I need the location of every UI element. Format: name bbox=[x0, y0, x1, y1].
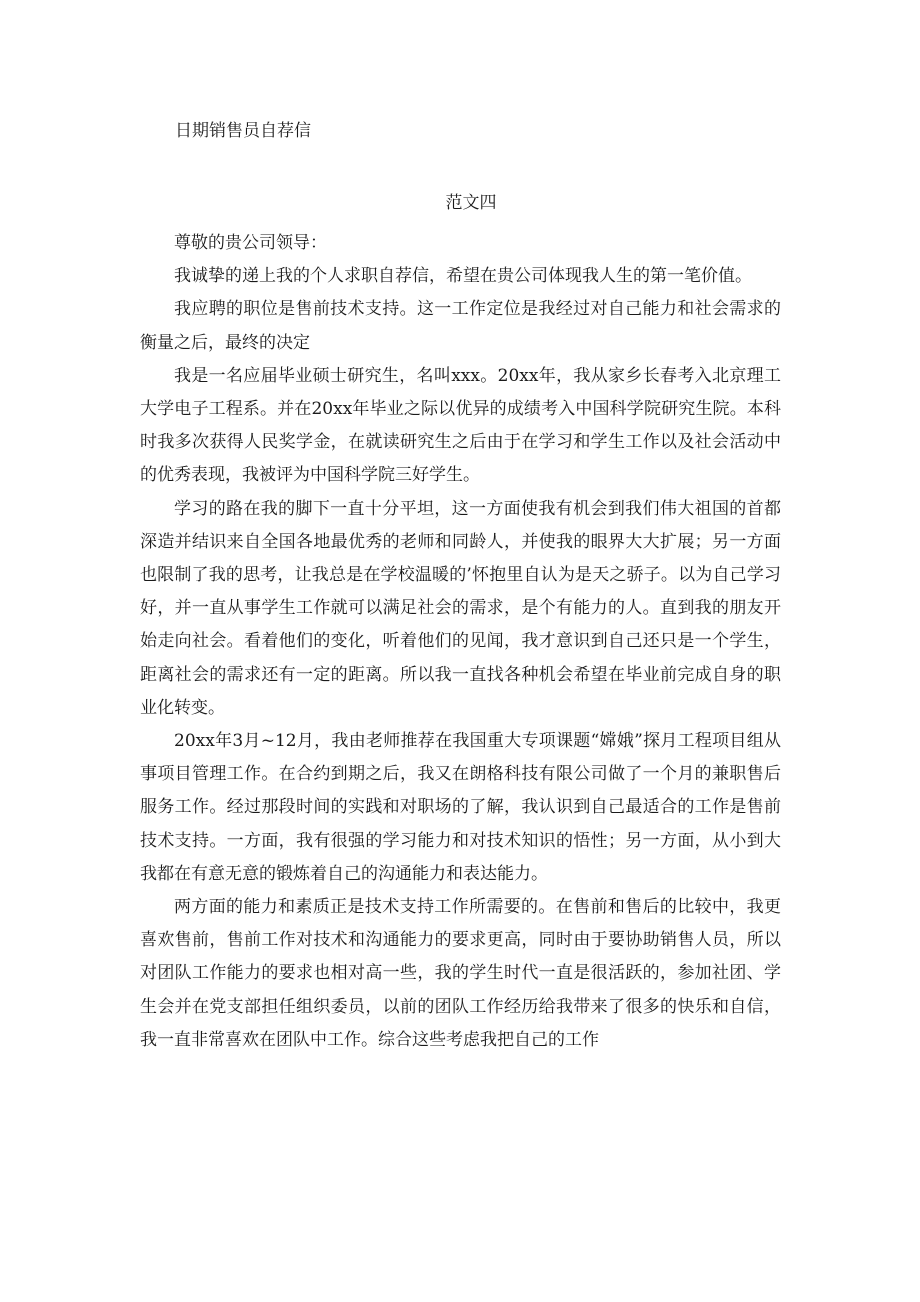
paragraph: 我应聘的职位是售前技术支持。这一工作定位是我经过对自己能力和社会需求的衡量之后，最终的决定 bbox=[140, 299, 781, 353]
paragraph: 20xx年3月~12月，我由老师推荐在我国重大专项课题“嫦娥”探月工程项目组从事项目管理工作。在合约到期之后，我又在朗格科技有限公司做了一个月的兼职售后服务工作。经过那段时间的实践和对职场的了解，我认识到自己最适合的工作是售前技术支持。一方面，我有很强的学习能力和对技术知识的悟性；另一方面，从小到大我都在有意无意的锻炼着自己的沟通能力和表达能力。 bbox=[140, 731, 781, 884]
previous-letter-signoff: 日期销售员自荐信 bbox=[175, 121, 311, 141]
paragraph: 我是一名应届毕业硕士研究生，名叫xxx。20xx年，我从家乡长春考入北京理工大学电子工程系。并在20xx年毕业之际以优异的成绩考入中国科学院研究生院。本科时我多次获得人民奖学金，在就读研究生之后由于在学习和学生工作以及社会活动中的优秀表现，我被评为中国科学院三好学生。 bbox=[140, 365, 781, 486]
paragraph: 两方面的能力和素质正是技术支持工作所需要的。在售前和售后的比较中，我更喜欢售前，售前工作对技术和沟通能力的要求更高，同时由于要协助销售人员，所以对团队工作能力的要求也相对高一些，我的学生时代一直是很活跃的，参加社团、学生会并在党支部担任组织委员，以前的团队工作经历给我带来了很多的快乐和自信，我一直非常喜欢在团队中工作。综合这些考虑我把自己的工作 bbox=[140, 897, 781, 1050]
paragraph: 学习的路在我的脚下一直十分平坦，这一方面使我有机会到我们伟大祖国的首都深造并结识来自全国各地最优秀的老师和同龄人，并使我的眼界大大扩展；另一方面也限制了我的思考，让我总是在学校温暖的’怀抱里自认为是天之骄子。以为自己学习好，并一直从事学生工作就可以满足社会的需求，是个有能力的人。直到我的朋友开始走向社会。看着他们的变化，听着他们的见闻，我才意识到自己还只是一个学生，距离社会的需求还有一定的距离。所以我一直找各种机会希望在毕业前完成自身的职业化转变。 bbox=[140, 498, 781, 718]
letter-body bbox=[140, 227, 781, 1057]
paragraph: 我诚挚的递上我的个人求职自荐信，希望在贵公司体现我人生的第一笔价值。 bbox=[174, 266, 752, 287]
salutation: 尊敬的贵公司领导： bbox=[174, 233, 327, 253]
section-title: 范文四 bbox=[445, 193, 497, 213]
